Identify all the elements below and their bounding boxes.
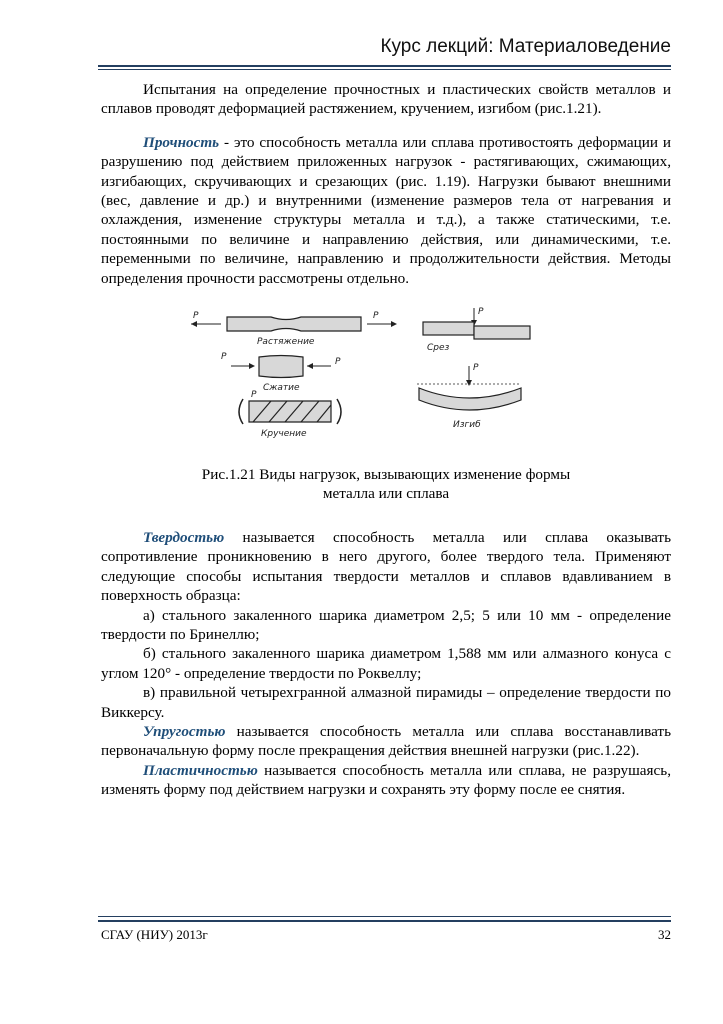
page-content — [101, 80, 671, 800]
force-label: P — [221, 352, 227, 363]
header-rule — [98, 65, 671, 67]
shear-sketch — [423, 307, 530, 353]
term-strength: Прочность — [143, 133, 220, 151]
term-plasticity: Пластичностью — [143, 761, 258, 779]
paragraph-plasticity-text: называется способность металла или сплава, не разрушаясь, изменять форму под действием нагрузки и сохранять эту форму после ее снятия. — [101, 761, 671, 799]
paragraph-elasticity-text: называется способность металла или сплава восстанавливать первоначальную форму после прекращения действия внешней нагрузки (рис.1.22). — [101, 722, 671, 760]
force-label: P — [251, 390, 257, 401]
list-item-b: б) стального закаленного шарика диаметром 1,588 мм или алмазного конуса с углом 120° - определение твердости по Роквеллу; — [101, 645, 671, 682]
footer-rule — [98, 920, 671, 922]
force-label: P — [193, 311, 199, 322]
tension-label: Растяжение — [257, 337, 315, 348]
load-types-sketch — [191, 304, 571, 454]
force-label: P — [335, 357, 341, 368]
torsion-sketch — [239, 390, 341, 439]
footer-rule-thin — [98, 916, 671, 917]
compression-sketch — [221, 352, 341, 393]
term-elasticity: Упругостью — [143, 722, 226, 740]
page-number: 32 — [658, 927, 671, 942]
page-header-title: Курс лекций: Материаловедение — [380, 36, 671, 57]
bending-sketch — [417, 363, 521, 430]
caption-line-1: Рис.1.21 Виды нагрузок, вызывающих изменение формы — [201, 466, 571, 484]
list-item-c: в) правильной четырехгранной алмазной пирамиды – определение твердости по Виккерсу. — [101, 684, 671, 721]
paragraph-hardness — [101, 528, 671, 606]
caption-line-2: металла или сплава — [322, 485, 450, 503]
list-item-a: а) стального закаленного шарика диаметром 2,5; 5 или 10 мм - определение твердости по Бринеллю; — [101, 606, 671, 643]
paragraph-elasticity — [101, 722, 671, 761]
paragraph-strength-text: - это способность металла или сплава противостоять деформации и разрушению под действием приложенных нагрузок - растягивающих, сжимающих, изгибающих, скручивающих и срезающих (рис. 1.19). Нагрузки бывают внешними (вес, давление и др.) и внутренними (изменение размеров тела от нагревания и охлаждения, изменение структуры металла и т.д.), а также статическими, т.е. постоянными по величине и направлению действия, или динамическими, т.е. переменными по величине, направлению и продолжительности действия. Методы определения прочности рассмотрены отдельно. — [101, 133, 671, 287]
term-hardness: Твердостью — [143, 528, 225, 546]
paragraph-strength — [101, 133, 671, 288]
shear-label: Срез — [427, 343, 450, 354]
figure-caption — [101, 465, 671, 504]
force-label: P — [473, 363, 479, 374]
footer-institution: СГАУ (НИУ) 2013г — [101, 927, 208, 942]
force-label: P — [478, 307, 484, 318]
paragraph-hardness-text: называется способность металла или сплава оказывать сопротивление проникновению в него другого, более твердого тела. Применяют следующие способы испытания твердости металлов и сплавов вдавливанием в поверхность образца: — [101, 528, 671, 605]
torsion-label: Кручение — [261, 429, 307, 440]
tension-sketch — [191, 311, 397, 347]
header-rule-thin — [98, 69, 671, 70]
compression-label: Сжатие — [263, 383, 300, 394]
paragraph-intro: Испытания на определение прочностных и пластических свойств металлов и сплавов проводят деформацией растяжением, кручением, изгибом (рис.1.21). — [101, 81, 671, 118]
paragraph-plasticity — [101, 761, 671, 800]
figure-load-types — [101, 304, 671, 459]
force-label: P — [373, 311, 379, 322]
bending-label: Изгиб — [453, 420, 481, 431]
